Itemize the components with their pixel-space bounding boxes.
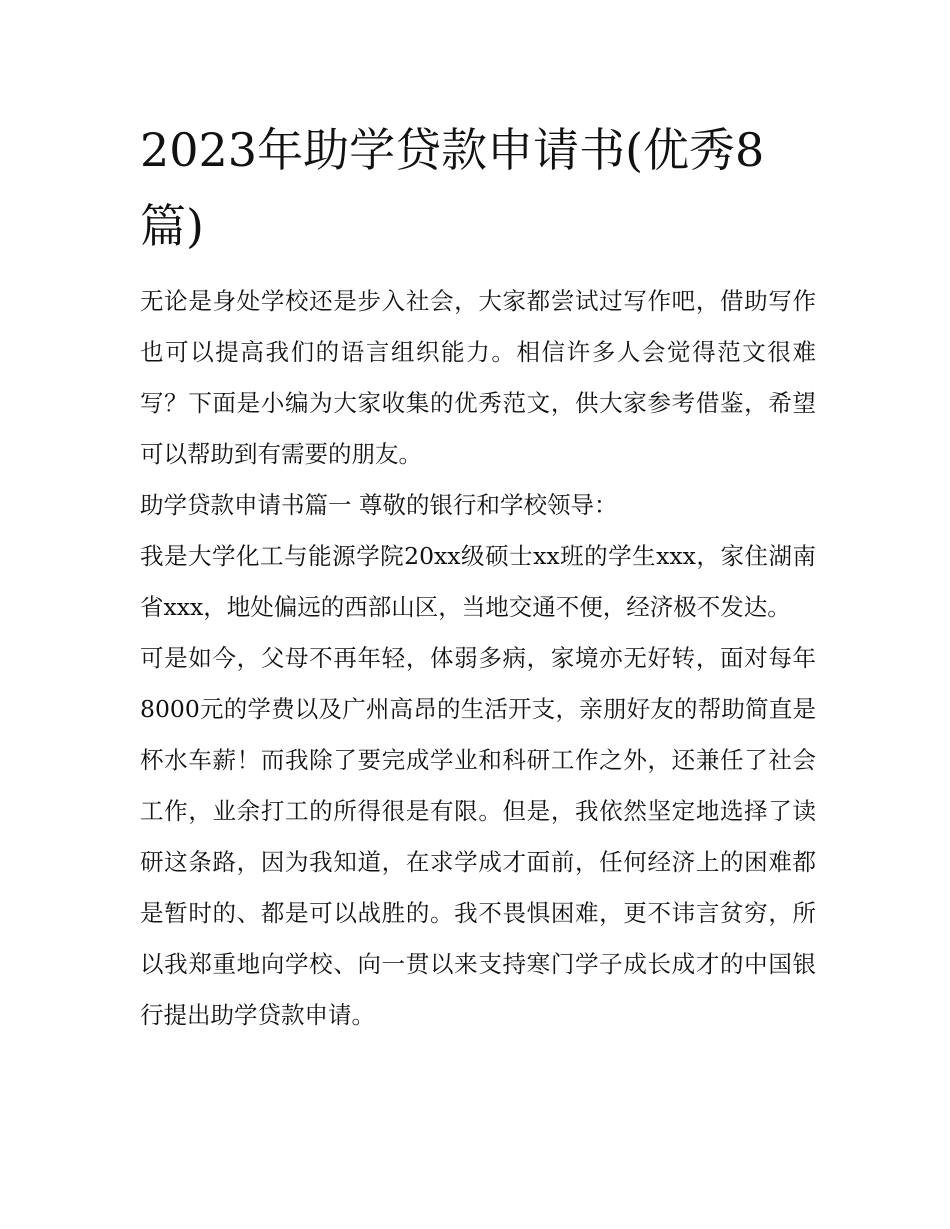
section-heading-paragraph: 助学贷款申请书篇一 尊敬的银行和学校领导： bbox=[140, 491, 618, 519]
document-body bbox=[140, 276, 816, 1041]
body-paragraph: 我是大学化工与能源学院20xx级硕士xx班的学生xxx，家住湖南省xxx，地处偏远的西部山区，当地交通不便，经济极不发达。 bbox=[140, 542, 816, 621]
intro-paragraph: 无论是身处学校还是步入社会，大家都尝试过写作吧，借助写作也可以提高我们的语言组织能力。相信许多人会觉得范文很难写？下面是小编为大家收集的优秀范文，供大家参考借鉴，希望可以帮助到有需要的朋友。 bbox=[140, 287, 816, 468]
document-title: 2023年助学贷款申请书(优秀8篇) bbox=[140, 123, 765, 253]
body-paragraph: 可是如今，父母不再年轻，体弱多病，家境亦无好转，面对每年8000元的学费以及广州高昂的生活开支，亲朋好友的帮助简直是杯水车薪！而我除了要完成学业和科研工作之外，还兼任了社会工作，业余打工的所得很是有限。但是，我依然坚定地选择了读研这条路，因为我知道，在求学成才面前，任何经济上的困难都是暂时的、都是可以战胜的。我不畏惧困难，更不讳言贫穷，所以我郑重地向学校、向一贯以来支持寒门学子成长成才的中国银行提出助学贷款申请。 bbox=[140, 644, 816, 1029]
